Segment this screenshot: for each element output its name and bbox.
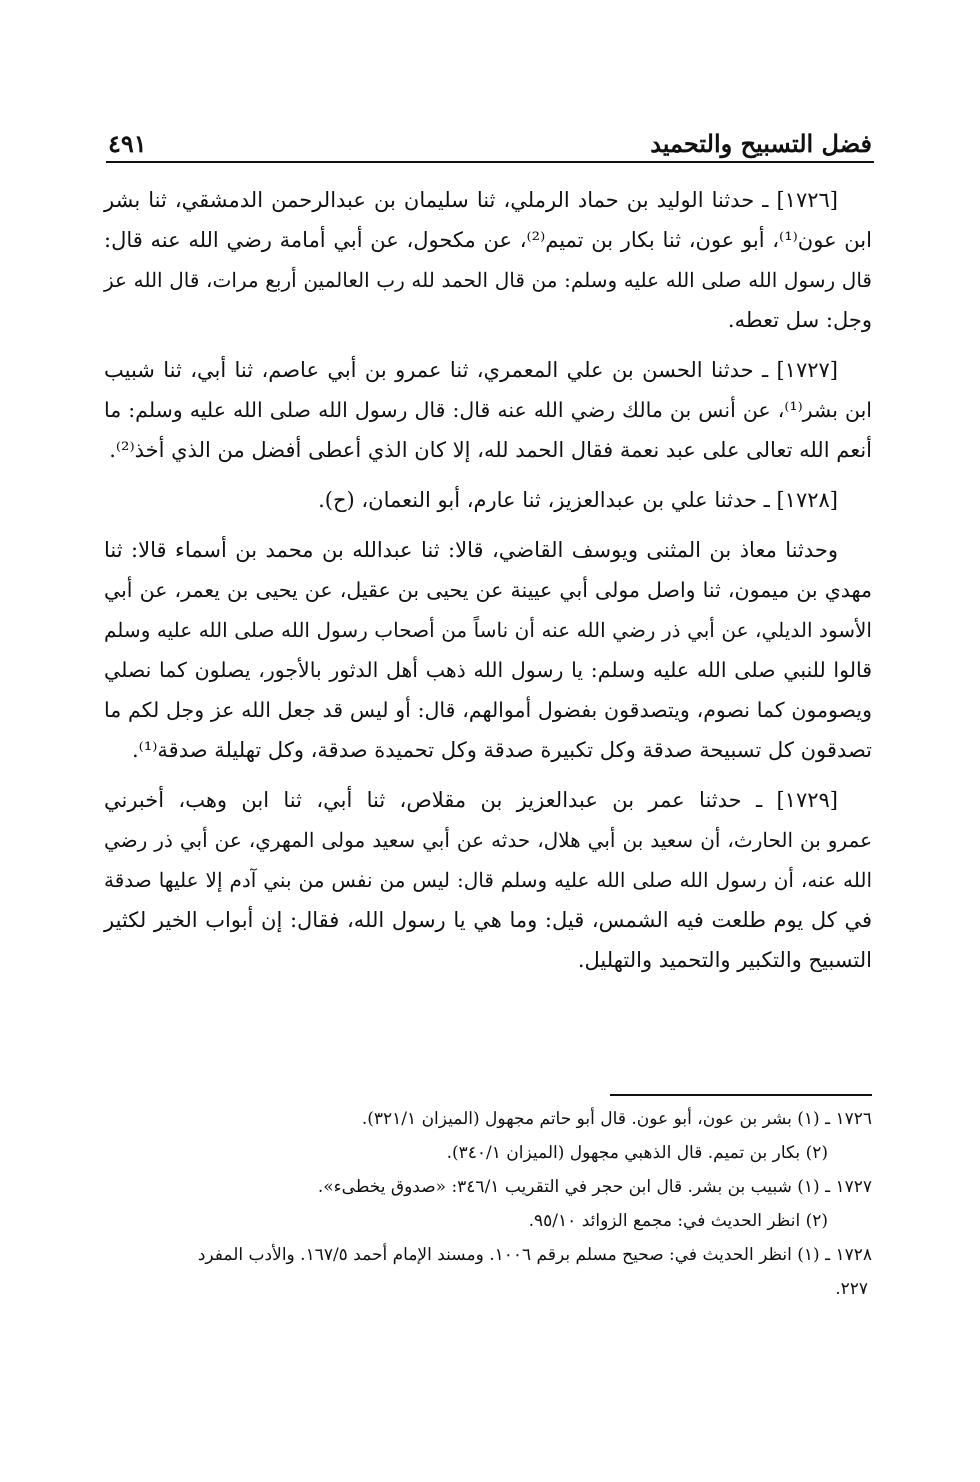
footnote: (٢) انظر الحديث في: مجمع الزوائد ٩٥/١٠. bbox=[528, 1211, 828, 1231]
text-line: [١٧٢٧] ـ حدثنا الحسن بن علي المعمري، ثنا عمرو بن أبي عاصم، ثنا أبي، ثنا شبيب bbox=[104, 358, 838, 382]
text-line: وجل: سل تعطه. bbox=[727, 308, 872, 332]
text-line: قالوا للنبي صلى الله عليه وسلم: يا رسول الله ذهب أهل الدثور بالأجور، يصلون كما نصلي bbox=[104, 658, 872, 682]
text-line: قال رسول الله صلى الله عليه وسلم: من قال الحمد لله رب العالمين أربع مرات، قال الله عز bbox=[104, 268, 872, 292]
text-line: [١٧٢٨] ـ حدثنا علي بن عبدالعزيز، ثنا عارم، أبو النعمان، (ح). bbox=[318, 488, 838, 512]
text-line: الأسود الديلي، عن أبي ذر رضي الله عنه أن ناساً من أصحاب رسول الله صلى الله عليه وسلم bbox=[104, 618, 872, 642]
text-line: الله عنه، أن رسول الله صلى الله عليه وسلم قال: ليس من نفس من بني آدم إلا عليها صدقة bbox=[104, 868, 872, 892]
footnote: ١٧٢٦ ـ (١) بشر بن عون، أبو عون. قال أبو حاتم مجهول (الميزان ٣٢١/١). bbox=[361, 1109, 872, 1129]
running-header bbox=[108, 118, 872, 158]
footnote-rule bbox=[610, 1094, 872, 1096]
footnote: ١٧٢٧ ـ (١) شبيب بن بشر. قال ابن حجر في التقريب ٣٤٦/١: «صدوق يخطىء». bbox=[317, 1177, 872, 1197]
hadith-1726 bbox=[104, 180, 872, 340]
text-line: في كل يوم طلعت فيه الشمس، قيل: وما هي يا رسول الله، فقال: إن أبواب الخير لكثير bbox=[104, 908, 872, 932]
text-line: ابن عون⁽¹⁾، أبو عون، ثنا بكار بن تميم⁽²⁾، عن مكحول، عن أبي أمامة رضي الله عنه قال: bbox=[104, 228, 872, 252]
page-number: ٤٩١ bbox=[108, 129, 147, 158]
header-rule bbox=[106, 161, 874, 163]
hadith-1727 bbox=[104, 350, 872, 470]
text-line: أنعم الله تعالى على عبد نعمة فقال الحمد لله، إلا كان الذي أعطى أفضل من الذي أخذ⁽²⁾. bbox=[109, 438, 872, 462]
footnote: (٢) بكار بن تميم. قال الذهبي مجهول (الميزان ٣٤٠/١). bbox=[446, 1143, 828, 1163]
text-line: تصدقون كل تسبيحة صدقة وكل تكبيرة صدقة وكل تحميدة صدقة، وكل تهليلة صدقة⁽¹⁾. bbox=[131, 738, 872, 762]
text-line: ابن بشر⁽¹⁾، عن أنس بن مالك رضي الله عنه قال: قال رسول الله صلى الله عليه وسلم: ما bbox=[104, 398, 872, 422]
text-line: [١٧٢٩] ـ حدثنا عمر بن عبدالعزيز بن مقلاص، ثنا أبي، ثنا ابن وهب، أخبرني bbox=[104, 788, 838, 812]
hadith-1729 bbox=[104, 780, 872, 980]
hadith-1728 bbox=[104, 480, 872, 520]
chapter-title: فضل التسبيح والتحميد bbox=[650, 129, 872, 158]
footnote-continuation: ٢٢٧. bbox=[835, 1279, 868, 1299]
main-text bbox=[104, 180, 872, 990]
hadith-1728-continued bbox=[104, 530, 872, 770]
text-line: مهدي بن ميمون، ثنا واصل مولى أبي عيينة عن يحيى بن عقيل، عن يحيى بن يعمر، عن أبي bbox=[104, 578, 872, 602]
text-line: [١٧٢٦] ـ حدثنا الوليد بن حماد الرملي، ثنا سليمان بن عبدالرحمن الدمشقي، ثنا بشر bbox=[104, 188, 838, 212]
footnotes bbox=[104, 1102, 872, 1306]
text-line: عمرو بن الحارث، أن سعيد بن أبي هلال، حدثه عن أبي سعيد مولى المهري، عن أبي ذر رضي bbox=[104, 828, 872, 852]
text-line: التسبيح والتكبير والتحميد والتهليل. bbox=[577, 948, 872, 972]
text-line: وحدثنا معاذ بن المثنى ويوسف القاضي، قالا: ثنا عبدالله بن محمد بن أسماء قالا: ثنا bbox=[104, 538, 838, 562]
text-line: ويصومون كما نصوم، ويتصدقون بفضول أموالهم، قال: أو ليس قد جعل الله عز وجل لكم ما bbox=[104, 698, 872, 722]
footnote: ١٧٢٨ ـ (١) انظر الحديث في: صحيح مسلم برقم ١٠٠٦. ومسند الإمام أحمد ١٦٧/٥. والأدب المفرد bbox=[197, 1245, 872, 1265]
